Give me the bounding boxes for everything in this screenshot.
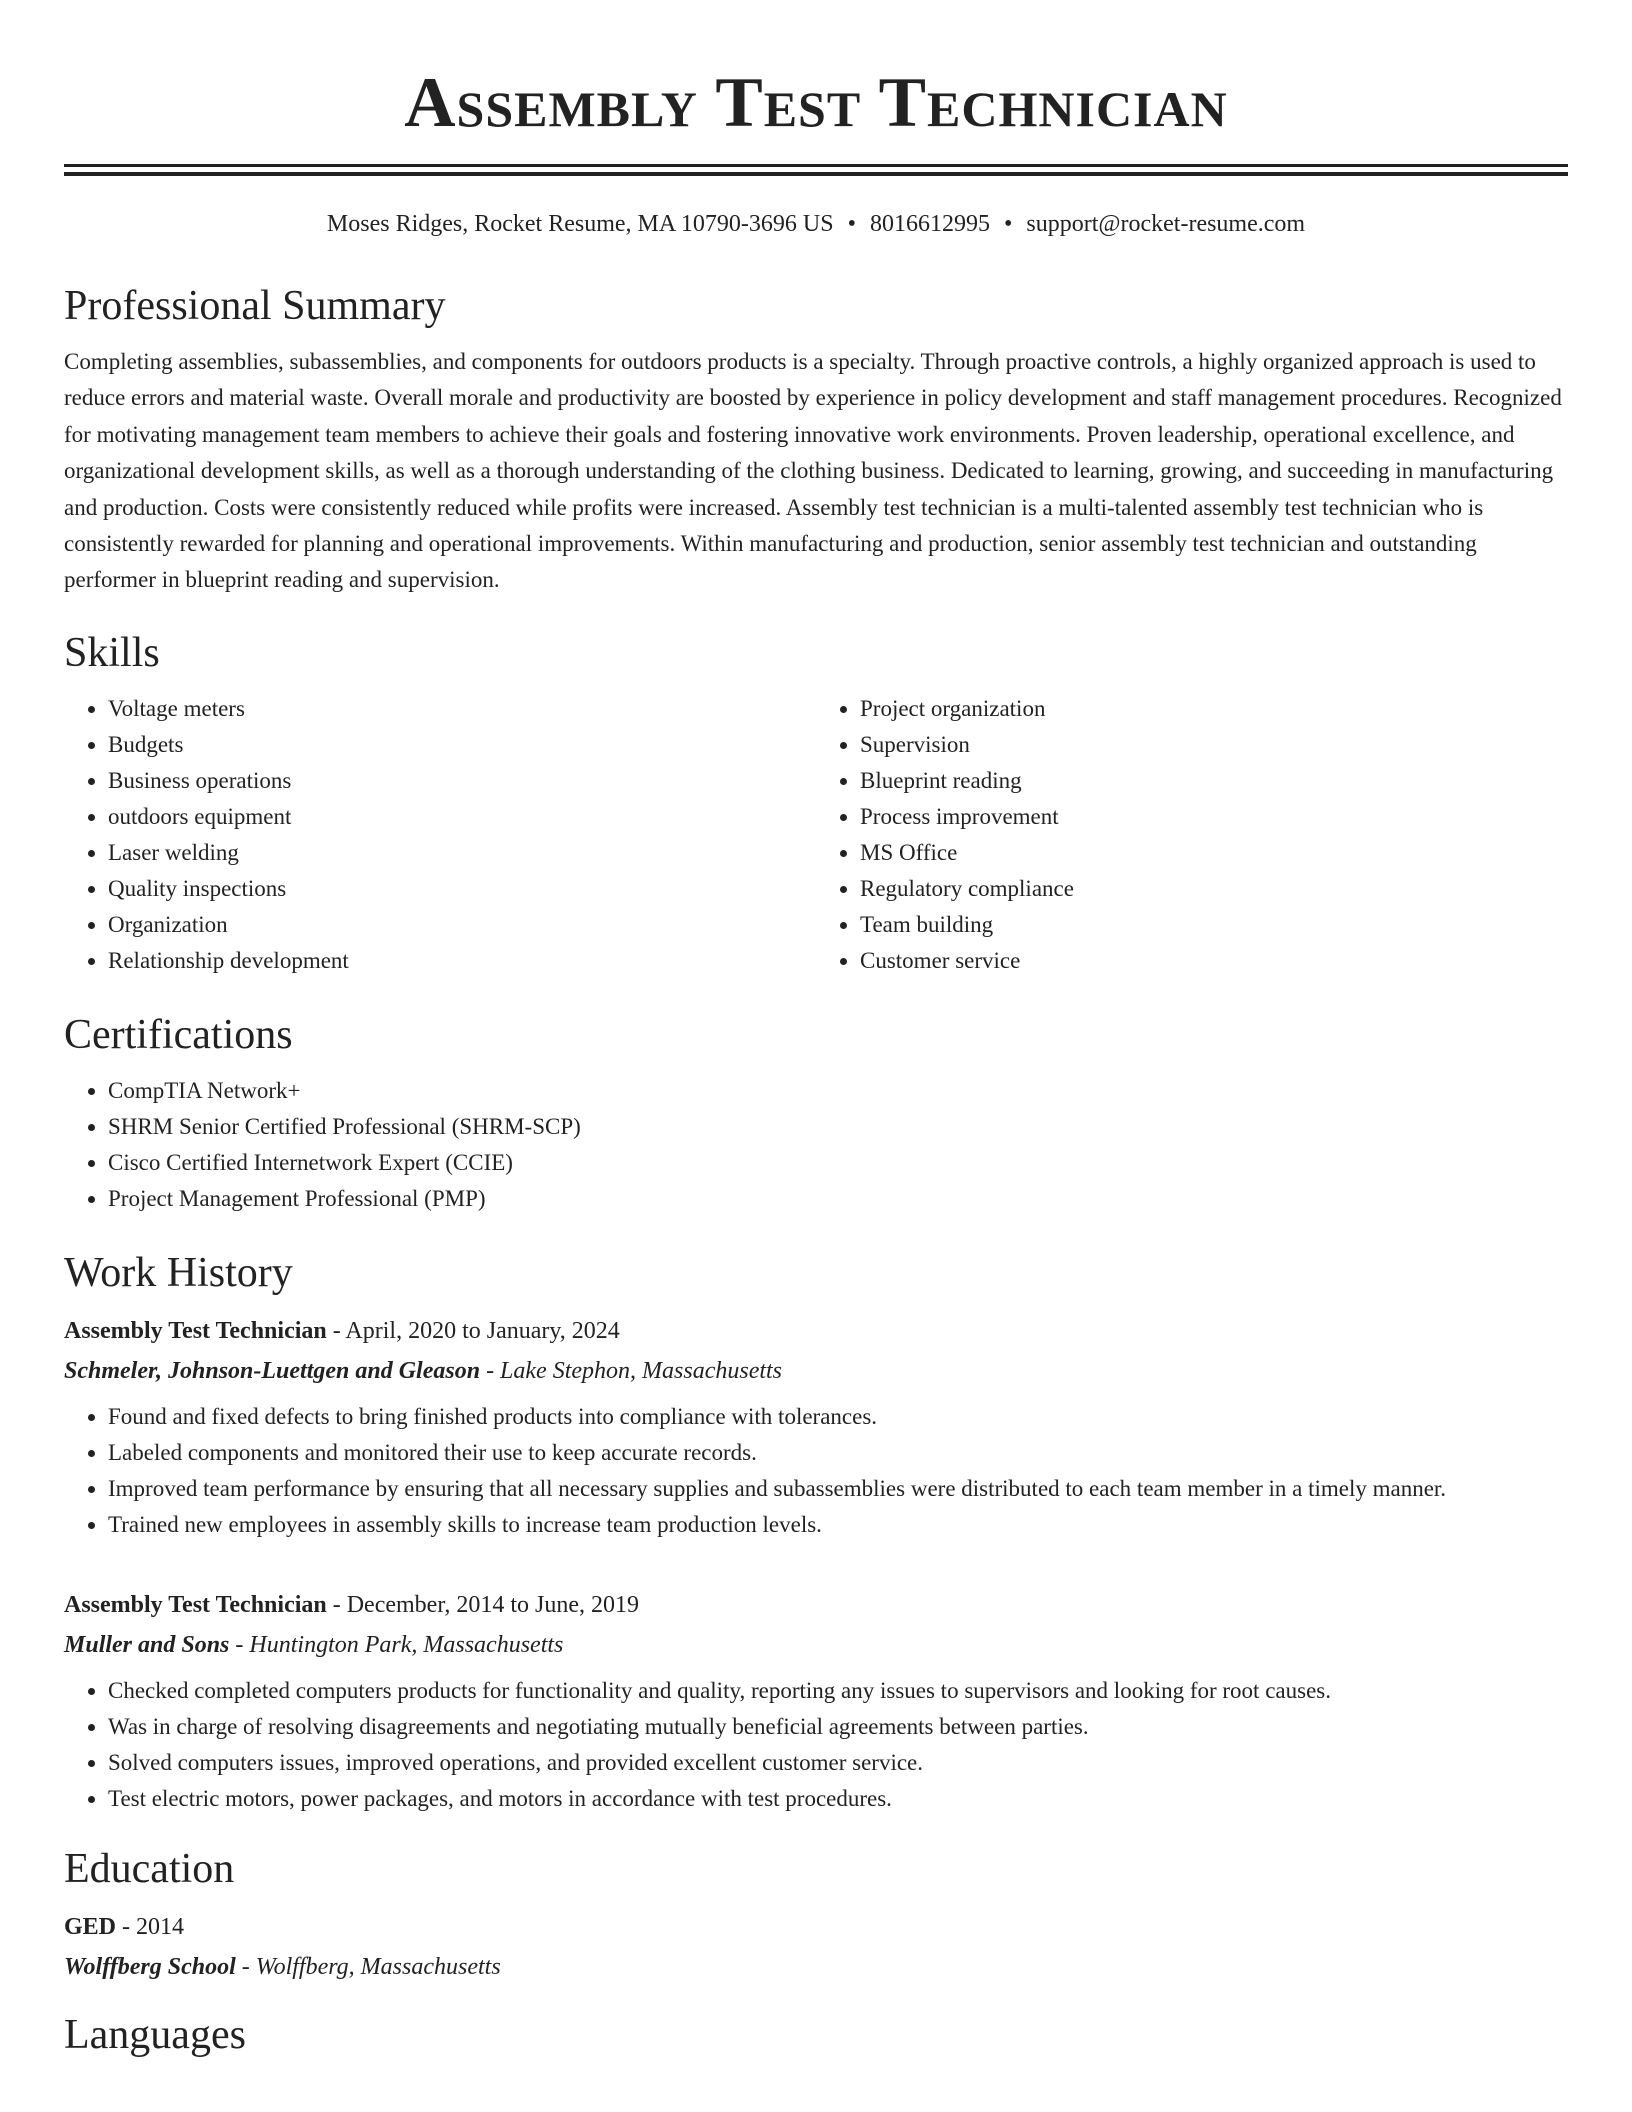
education-school-line — [64, 1947, 1568, 1987]
contact-line — [64, 208, 1568, 240]
job-role: Assembly Test Technician — [64, 1591, 327, 1618]
summary-heading: Professional Summary — [64, 283, 446, 329]
certification-item: • CompTIA Network+ — [108, 1073, 1568, 1109]
skills-heading: Skills — [64, 629, 160, 676]
skill-item: • Project organization — [860, 691, 1568, 727]
job-role: Assembly Test Technician — [64, 1317, 327, 1344]
skills-list-left — [64, 691, 816, 979]
job-title-line — [64, 1311, 1568, 1351]
job-company-line — [64, 1625, 1568, 1665]
work-history-heading: Work History — [64, 1249, 293, 1296]
job-bullet: • Trained new employees in assembly skills to increase team production levels. — [108, 1507, 1568, 1543]
certifications-list — [64, 1073, 1568, 1217]
skills-list-right — [816, 691, 1568, 979]
job-company: Schmeler, Johnson-Luettgen and Gleason — [64, 1357, 481, 1384]
skill-item: • Process improvement — [860, 799, 1568, 835]
candidate-name: Assembly Test Technician — [404, 64, 1228, 142]
skill-item: • Organization — [108, 907, 816, 943]
education-heading: Education — [64, 1845, 235, 1892]
job-bullet: • Solved computers issues, improved operations, and provided excellent customer service. — [108, 1745, 1568, 1781]
contact-separator: • — [1003, 211, 1013, 237]
skill-item: • Team building — [860, 907, 1568, 943]
skill-item: • Supervision — [860, 727, 1568, 763]
job-entry — [64, 1585, 1568, 1817]
education-degree-line — [64, 1907, 1568, 1947]
job-location: - Huntington Park, Massachusetts — [229, 1631, 564, 1658]
contact-phone: 8016612995 — [869, 211, 990, 237]
job-entry — [64, 1311, 1568, 1543]
job-location: - Lake Stephon, Massachusetts — [480, 1357, 783, 1384]
job-company-line — [64, 1351, 1568, 1391]
education-degree: GED — [64, 1913, 117, 1940]
certifications-heading: Certifications — [64, 1011, 293, 1058]
summary-text: Completing assemblies, subassemblies, and components for outdoors products is a specialty. Through proactive controls, a highly organized approach is used to reduce errors and material waste. Overall morale and productivity are boosted by experience in policy development and staff management procedures. Recognized for motivating management team members to achieve their goals and fostering innovative work environments. Proven leadership, operational excellence, and organizational development skills, as well as a thorough understanding of the clothing business. Dedicated to learning, growing, and succeeding in manufacturing and production. Costs were consistently reduced while profits were increased. Assembly test technician is a multi-talented assembly test technician who is consistently rewarded for planning and operational improvements. Within manufacturing and production, senior assembly test technician and outstanding performer in blueprint reading and supervision. — [64, 349, 1562, 593]
certification-item: • SHRM Senior Certified Professional (SHRM-SCP) — [108, 1109, 1568, 1145]
languages-heading: Languages — [64, 2011, 246, 2058]
job-bullet: • Improved team performance by ensuring that all necessary supplies and subassemblies were distributed to each team member in a timely manner. — [108, 1471, 1568, 1507]
skill-item: • Relationship development — [108, 943, 816, 979]
skill-item: • Regulatory compliance — [860, 871, 1568, 907]
contact-separator: • — [847, 211, 856, 237]
contact-address: Moses Ridges, Rocket Resume, MA 10790-3696 US — [326, 211, 834, 237]
job-bullet: • Found and fixed defects to bring finished products into compliance with tolerances. — [108, 1399, 1568, 1435]
skills-grid — [64, 691, 1568, 979]
skill-item: • MS Office — [860, 835, 1568, 871]
job-company: Muller and Sons — [64, 1631, 230, 1658]
education-year: - 2014 — [116, 1913, 185, 1940]
certification-item: • Cisco Certified Internetwork Expert (CCIE) — [108, 1145, 1568, 1181]
skill-item: • Laser welding — [108, 835, 816, 871]
resume-page — [64, 0, 1568, 2061]
header-double-rule — [64, 164, 1568, 176]
education-school: Wolffberg School — [64, 1953, 236, 1980]
skill-item: • Voltage meters — [108, 691, 816, 727]
job-bullet: • Labeled components and monitored their use to keep accurate records. — [108, 1435, 1568, 1471]
job-bullet: • Test electric motors, power packages, and motors in accordance with test procedures. — [108, 1781, 1568, 1817]
skill-item: • Customer service — [860, 943, 1568, 979]
job-bullets — [64, 1399, 1568, 1543]
job-bullets — [64, 1673, 1568, 1817]
job-bullet: • Checked completed computers products for functionality and quality, reporting any issues to supervisors and looking for root causes. — [108, 1673, 1568, 1709]
skill-item: • outdoors equipment — [108, 799, 816, 835]
skill-item: • Business operations — [108, 763, 816, 799]
skill-item: • Blueprint reading — [860, 763, 1568, 799]
certification-item: • Project Management Professional (PMP) — [108, 1181, 1568, 1217]
job-dates: - April, 2020 to January, 2024 — [326, 1317, 620, 1344]
job-dates: - December, 2014 to June, 2019 — [326, 1591, 640, 1618]
skill-item: • Quality inspections — [108, 871, 816, 907]
education-location: - Wolffberg, Massachusetts — [235, 1953, 501, 1980]
skill-item: • Budgets — [108, 727, 816, 763]
job-bullet: • Was in charge of resolving disagreements and negotiating mutually beneficial agreements between parties. — [108, 1709, 1568, 1745]
contact-email: support@rocket-resume.com — [1026, 211, 1306, 237]
job-title-line — [64, 1585, 1568, 1625]
